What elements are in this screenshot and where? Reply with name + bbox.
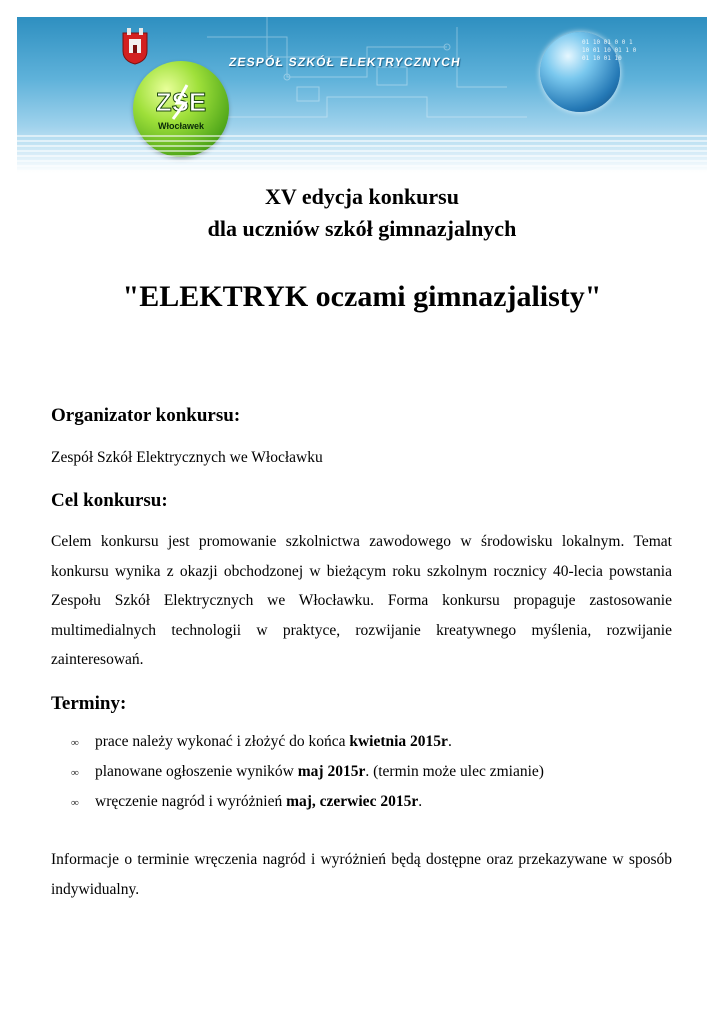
target-heading: dla uczniów szkół gimnazjalnych [207, 216, 517, 241]
term-suffix: . [418, 793, 423, 810]
banner-stripes [17, 135, 707, 173]
school-name-label: ZESPÓŁ SZKÓŁ ELEKTRYCZNYCH [228, 55, 463, 69]
circuit-pattern-icon [207, 17, 537, 137]
terms-list [51, 727, 681, 817]
goal-title: Cel konkursu: [51, 490, 168, 511]
list-item [51, 757, 681, 787]
info-text: Informacje o terminie wręczenia nagród i wyróżnień będą dostępne oraz przekazywane w sposób indywidualny. [51, 851, 672, 898]
svg-text:ZSE: ZSE [155, 87, 207, 117]
binary-decoration: 01 10 01 0 0 1 10 01 10 01 1 0 01 10 01 10 [582, 39, 637, 62]
header-banner [17, 17, 707, 173]
terms-title: Terminy: [51, 693, 127, 714]
term-date: maj 2015r [297, 763, 366, 780]
organizer-text: Zespół Szkół Elektrycznych we Włocławku [51, 449, 323, 466]
term-date: maj, czerwiec 2015r [286, 793, 419, 810]
term-date: kwietnia 2015r [349, 733, 448, 750]
term-text: planowane ogłoszenie wyników [95, 763, 298, 780]
term-suffix: . [447, 733, 452, 750]
logo-city-label: Włocławek [157, 121, 204, 131]
infinity-bullet-icon: ∞ [71, 797, 79, 809]
goal-text: Celem konkursu jest promowanie szkolnictwa zawodowego w środowisku lokalnym. Temat konkursu wynika z okazji obchodzonej w bieżącym roku szkolnym rocznicy 40-lecia powstania Zespołu Szkół Elektrycznych we Włocławku. Forma konkursu propaguje zastosowanie multimedialnych technologii w praktyce, rozwijanie kreatywnego myślenia, rozwijanie zainteresowań. [51, 533, 672, 668]
zse-logo-icon [143, 83, 219, 121]
contest-title: "ELEKTRYK oczami gimnazjalisty" [122, 280, 602, 313]
term-text: wręczenie nagród i wyróżnień [95, 793, 287, 810]
term-suffix: . (termin może ulec zmianie) [365, 763, 544, 780]
organizer-title: Organizator konkursu: [51, 405, 241, 426]
term-text: prace należy wykonać i złożyć do końca [95, 733, 350, 750]
list-item [51, 727, 681, 757]
coat-of-arms-icon [122, 27, 148, 65]
list-item [51, 787, 681, 817]
edition-heading: XV edycja konkursu [265, 184, 459, 209]
infinity-bullet-icon: ∞ [71, 767, 79, 779]
infinity-bullet-icon: ∞ [71, 737, 79, 749]
